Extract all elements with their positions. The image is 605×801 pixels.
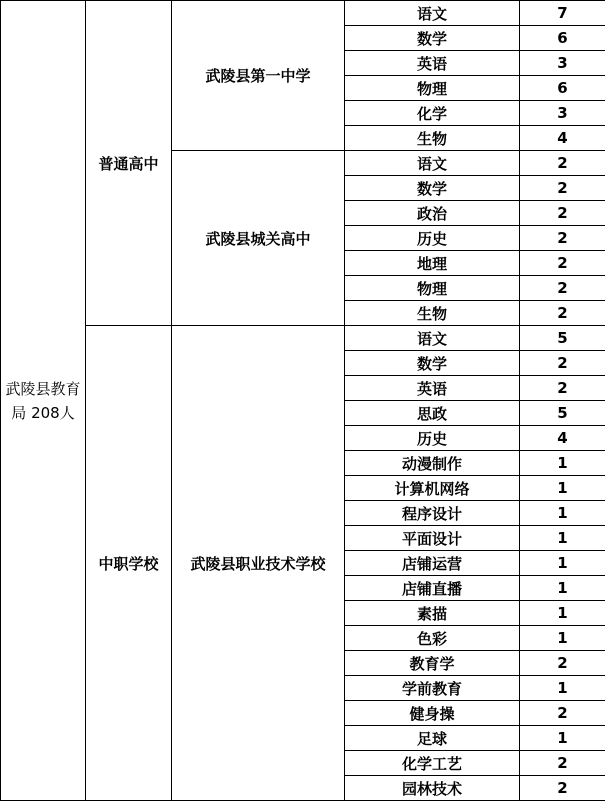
table-row [1,326,605,351]
subject-cell: 计算机网络 [345,476,520,501]
count-cell: 1 [520,676,605,701]
school-name-cell: 武陵县职业技术学校 [172,326,345,801]
subject-cell: 语文 [345,151,520,176]
table-row [1,1,605,26]
count-cell: 5 [520,326,605,351]
subject-cell: 数学 [345,176,520,201]
count-cell: 6 [520,26,605,51]
recruitment-table-body [1,1,605,801]
school-name-cell: 武陵县城关高中 [172,151,345,326]
subject-cell: 程序设计 [345,501,520,526]
subject-cell: 语文 [345,1,520,26]
subject-cell: 平面设计 [345,526,520,551]
count-cell: 3 [520,101,605,126]
subject-cell: 色彩 [345,626,520,651]
subject-cell: 学前教育 [345,676,520,701]
count-cell: 2 [520,151,605,176]
school-type-cell: 中职学校 [86,326,172,801]
subject-cell: 生物 [345,126,520,151]
count-cell: 2 [520,376,605,401]
count-cell: 1 [520,451,605,476]
subject-cell: 店铺运营 [345,551,520,576]
count-cell: 1 [520,501,605,526]
subject-cell: 数学 [345,26,520,51]
count-cell: 6 [520,76,605,101]
count-cell: 2 [520,701,605,726]
count-cell: 1 [520,476,605,501]
count-cell: 4 [520,126,605,151]
count-cell: 2 [520,776,605,801]
subject-cell: 足球 [345,726,520,751]
count-cell: 4 [520,426,605,451]
count-cell: 2 [520,276,605,301]
subject-cell: 物理 [345,276,520,301]
count-cell: 2 [520,301,605,326]
subject-cell: 历史 [345,226,520,251]
subject-cell: 健身操 [345,701,520,726]
subject-cell: 物理 [345,76,520,101]
count-cell: 1 [520,601,605,626]
count-cell: 2 [520,251,605,276]
subject-cell: 化学工艺 [345,751,520,776]
count-cell: 2 [520,226,605,251]
school-type-cell: 普通高中 [86,1,172,326]
subject-cell: 园林技术 [345,776,520,801]
count-cell: 2 [520,751,605,776]
count-cell: 2 [520,176,605,201]
subject-cell: 英语 [345,51,520,76]
subject-cell: 教育学 [345,651,520,676]
subject-cell: 素描 [345,601,520,626]
count-cell: 1 [520,526,605,551]
count-cell: 5 [520,401,605,426]
subject-cell: 英语 [345,376,520,401]
subject-cell: 语文 [345,326,520,351]
subject-cell: 地理 [345,251,520,276]
count-cell: 2 [520,201,605,226]
county-cell: 武陵县教育局 208人 [1,1,86,801]
count-cell: 1 [520,626,605,651]
count-cell: 7 [520,1,605,26]
count-cell: 2 [520,351,605,376]
count-cell: 1 [520,576,605,601]
count-cell: 2 [520,651,605,676]
school-name-cell: 武陵县第一中学 [172,1,345,151]
subject-cell: 动漫制作 [345,451,520,476]
subject-cell: 生物 [345,301,520,326]
subject-cell: 店铺直播 [345,576,520,601]
subject-cell: 政治 [345,201,520,226]
count-cell: 1 [520,551,605,576]
count-cell: 3 [520,51,605,76]
count-cell: 1 [520,726,605,751]
subject-cell: 化学 [345,101,520,126]
subject-cell: 思政 [345,401,520,426]
subject-cell: 数学 [345,351,520,376]
subject-cell: 历史 [345,426,520,451]
